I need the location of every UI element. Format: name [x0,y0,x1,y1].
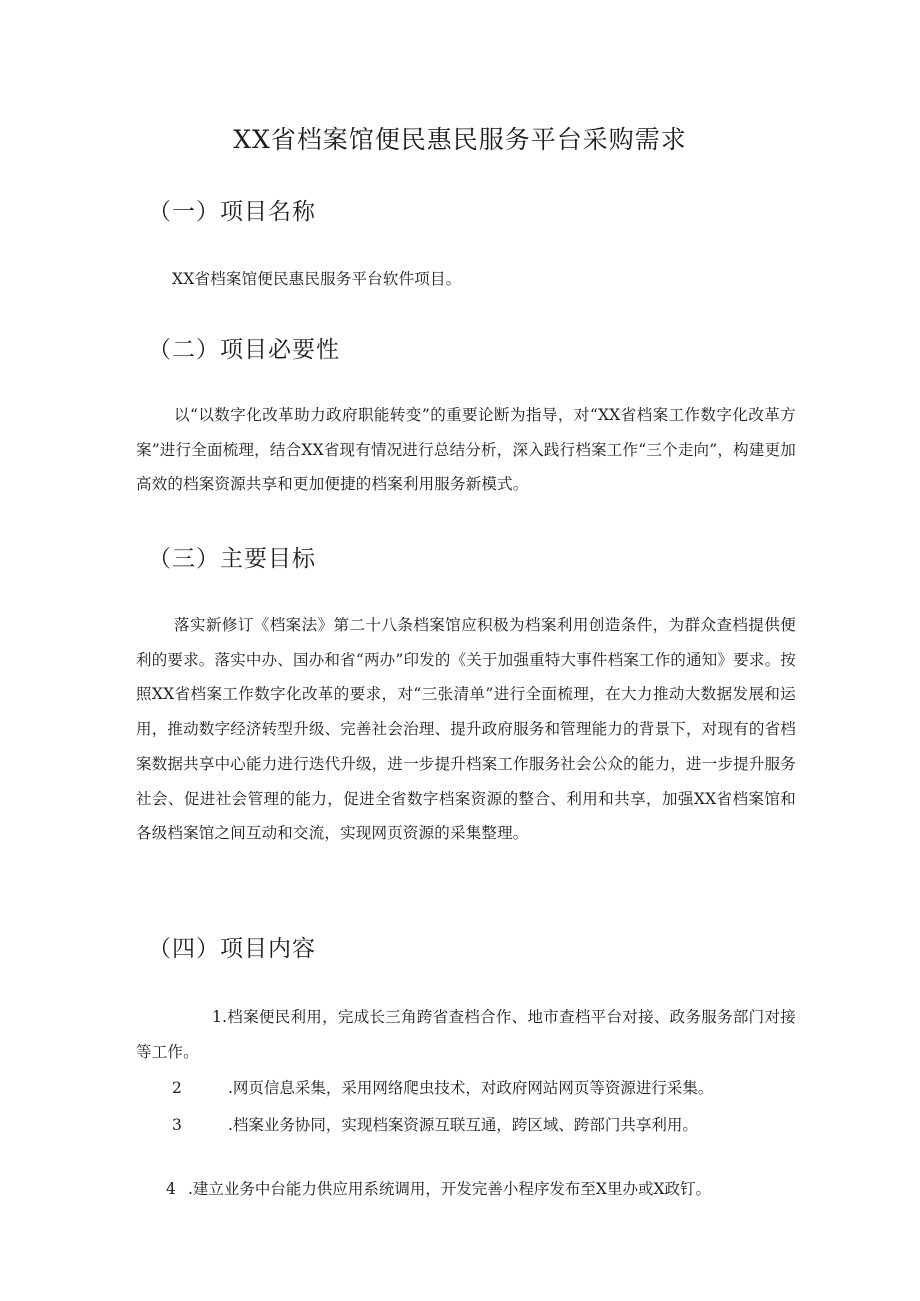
paragraph-necessity: 以“以数字化改革助力政府职能转变”的重要论断为指导，对“XX省档案工作数字化改革方案”进行全面梳理，结合XX省现有情况进行总结分析，深入践行档案工作“三个走向”，构建更加高效的档案资源共享和更加便捷的档案利用服务新模式。 [136,406,796,494]
item-number: 3 [172,1116,182,1134]
content-item-2 [172,1073,713,1103]
section-heading-necessity: （二）项目必要性 [148,337,340,363]
item-text: .建立业务中台能力供应用系统调用，开发完善小程序发布至X里办或X政钉。 [188,1180,711,1198]
paragraph-main-goals: 落实新修订《档案法》第二十八条档案馆应积极为档案利用创造条件，为群众查档提供便利的要求。落实中办、国办和省“两办”印发的《关于加强重特大事件档案工作的通知》要求。按照XX省档案工作数字化改革的要求，对“三张清单”进行全面梳理，在大力推动大数据发展和运用，推动数字经济转型升级、完善社会治理、提升政府服务和管理能力的背景下，对现有的省档案数据共享中心能力进行迭代升级，进一步提升档案工作服务社会公众的能力，进一步提升服务社会、促进社会管理的能力，促进全省数字档案资源的整合、利用和共享，加强XX省档案馆和各级档案馆之间互动和交流，实现网页资源的采集整理。 [136,616,796,843]
item-text: .网页信息采集，采用网络爬虫技术，对政府网站网页等资源进行采集。 [228,1079,714,1097]
section-heading-project-content: （四）项目内容 [148,936,316,962]
content-item-4 [166,1174,711,1204]
item-number: 2 [172,1079,182,1097]
content-item-3 [172,1110,698,1140]
item-number: 4 [166,1180,176,1198]
content-item-1 [136,1000,796,1069]
section-heading-main-goals: （三）主要目标 [148,546,316,572]
section-heading-project-name: （一）项目名称 [148,199,316,225]
document-title: XX省档案馆便民惠民服务平台采购需求 [233,125,687,154]
item-text: .档案便民利用，完成长三角跨省查档合作、地市查档平台对接、政务服务部门对接等工作。 [136,1008,796,1061]
item-number: 1 [212,1008,223,1026]
item-text: .档案业务协同，实现档案资源互联互通，跨区域、跨部门共享利用。 [228,1116,698,1134]
paragraph-project-name: XX省档案馆便民惠民服务平台软件项目。 [172,270,462,288]
